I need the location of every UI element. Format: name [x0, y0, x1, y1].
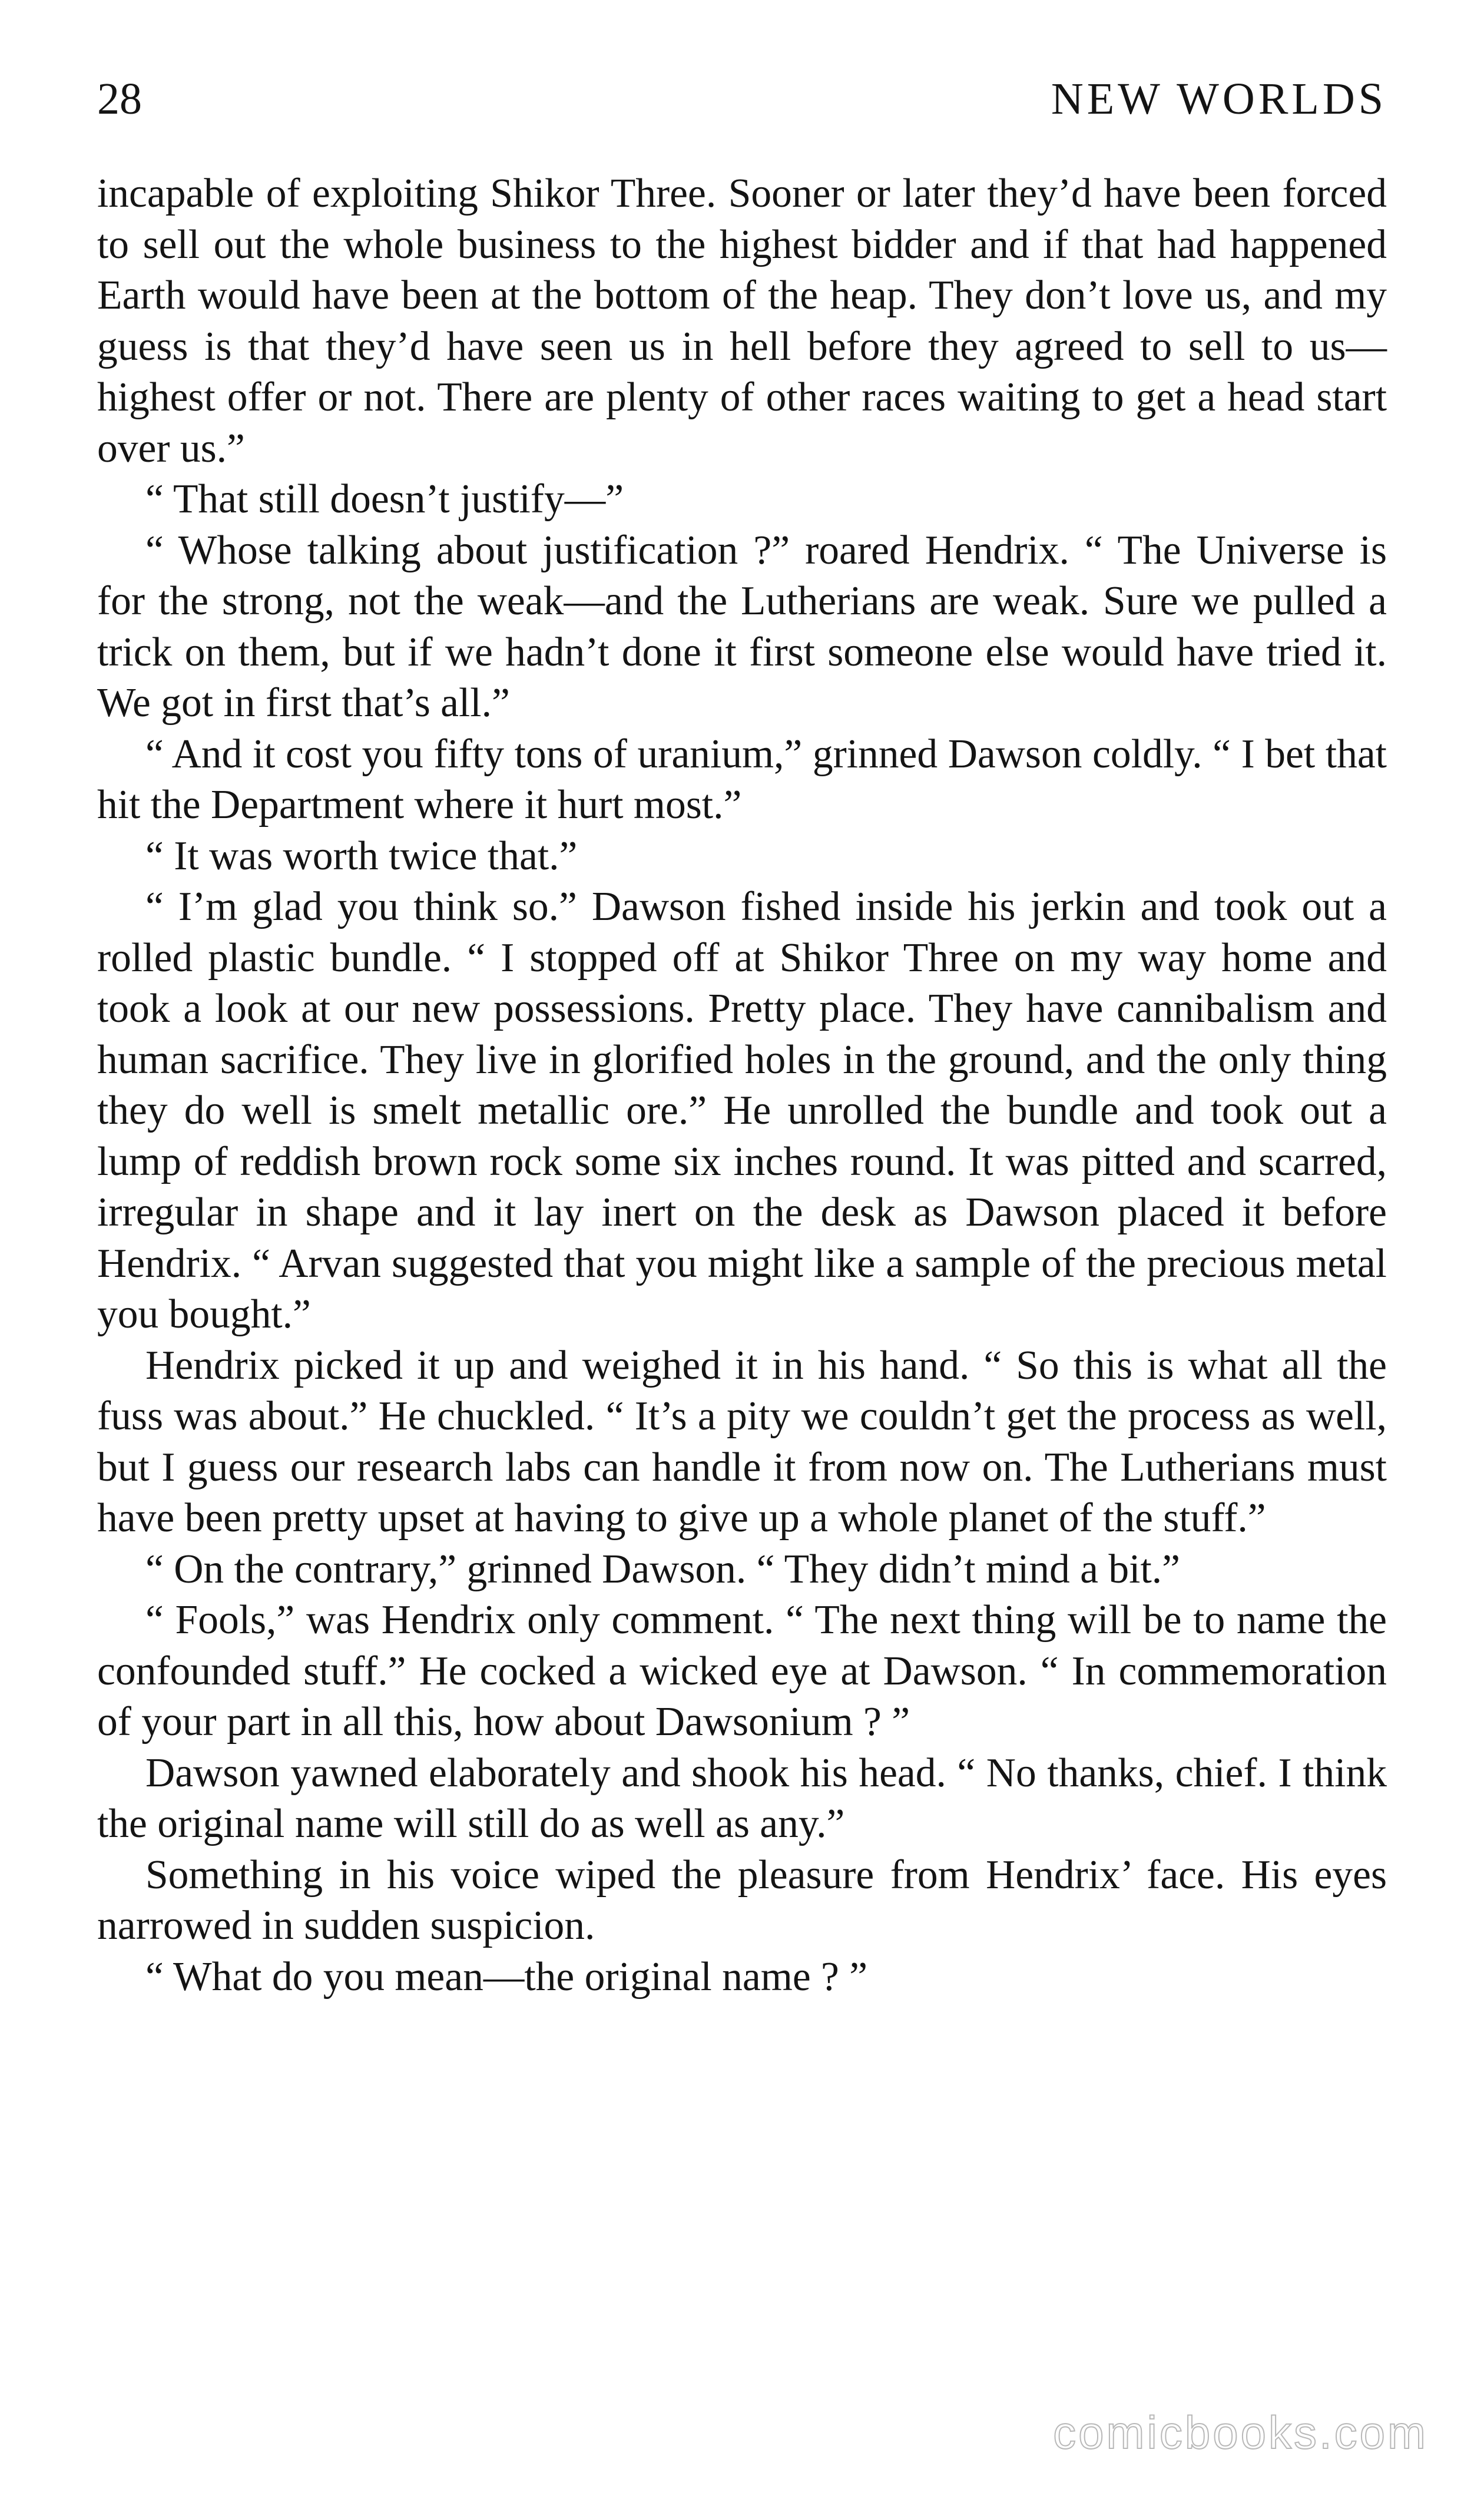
watermark: comicbooks.com	[1053, 2407, 1428, 2458]
paragraph: “ It was worth twice that.”	[145, 833, 578, 879]
paragraph: “ What do you mean—the original name ? ”	[145, 1954, 868, 2000]
paragraph: Hendrix picked it up and weighed it in his hand. “ So this is what all the fuss was about.” He chuckled. “ It’s a pity we couldn’t get the process as well, but I guess our research labs can handle it from now on. The Lutherians must have been pretty upset at having to give up a whole planet of the stuff.”	[97, 1342, 1387, 1541]
paragraph: “ I’m glad you think so.” Dawson fished inside his jerkin and took out a rolled plastic bundle. “ I stopped off at Shikor Three on my way home and took a look at our new possessions. Pretty place. They have cannibalism and human sacrifice. They live in glorified holes in the ground, and the only thing they do well is smelt metallic ore.” He unrolled the bundle and took out a lump of reddish brown rock some six inches round. It was pitted and scarred, irregular in shape and it lay inert on the desk as Dawson placed it before Hendrix. “ Arvan suggested that you might like a sample of the precious metal you bought.”	[97, 884, 1387, 1337]
paragraph: “ Fools,” was Hendrix only comment. “ The next thing will be to name the confounded stuff.” He cocked a wicked eye at Dawson. “ In commemoration of your part in all this, how about Dawsonium ? ”	[97, 1597, 1387, 1745]
paragraph: “ And it cost you fifty tons of uranium,” grinned Dawson coldly. “ I bet that hit the Department where it hurt most.”	[97, 731, 1387, 827]
paragraph: incapable of exploiting Shikor Three. Sooner or later they’d have been forced to sell out the whole business to the highest bidder and if that had happened Earth would have been at the bottom of the heap. They don’t love us, and my guess is that they’d have seen us in hell before they agreed to sell to us—highest offer or not. There are plenty of other races waiting to get a head start over us.”	[97, 171, 1387, 471]
page-header	[97, 69, 1387, 134]
paragraph: “ On the contrary,” grinned Dawson. “ They didn’t mind a bit.”	[145, 1546, 1180, 1592]
running-title: NEW WORLDS	[1051, 74, 1387, 124]
paragraph: Dawson yawned elaborately and shook his head. “ No thanks, chief. I think the original name will still do as well as any.”	[97, 1750, 1387, 1846]
paragraph: “ That still doesn’t justify—”	[145, 476, 624, 522]
page-number: 28	[97, 74, 142, 124]
story-text	[97, 168, 1387, 2002]
paragraph: Something in his voice wiped the pleasure from Hendrix’ face. His eyes narrowed in sudden suspicion.	[97, 1852, 1387, 1948]
paragraph: “ Whose talking about justification ?” roared Hendrix. “ The Universe is for the strong, not the weak—and the Lutherians are weak. Sure we pulled a trick on them, but if we hadn’t done it first someone else would have tried it. We got in first that’s all.”	[97, 527, 1387, 726]
